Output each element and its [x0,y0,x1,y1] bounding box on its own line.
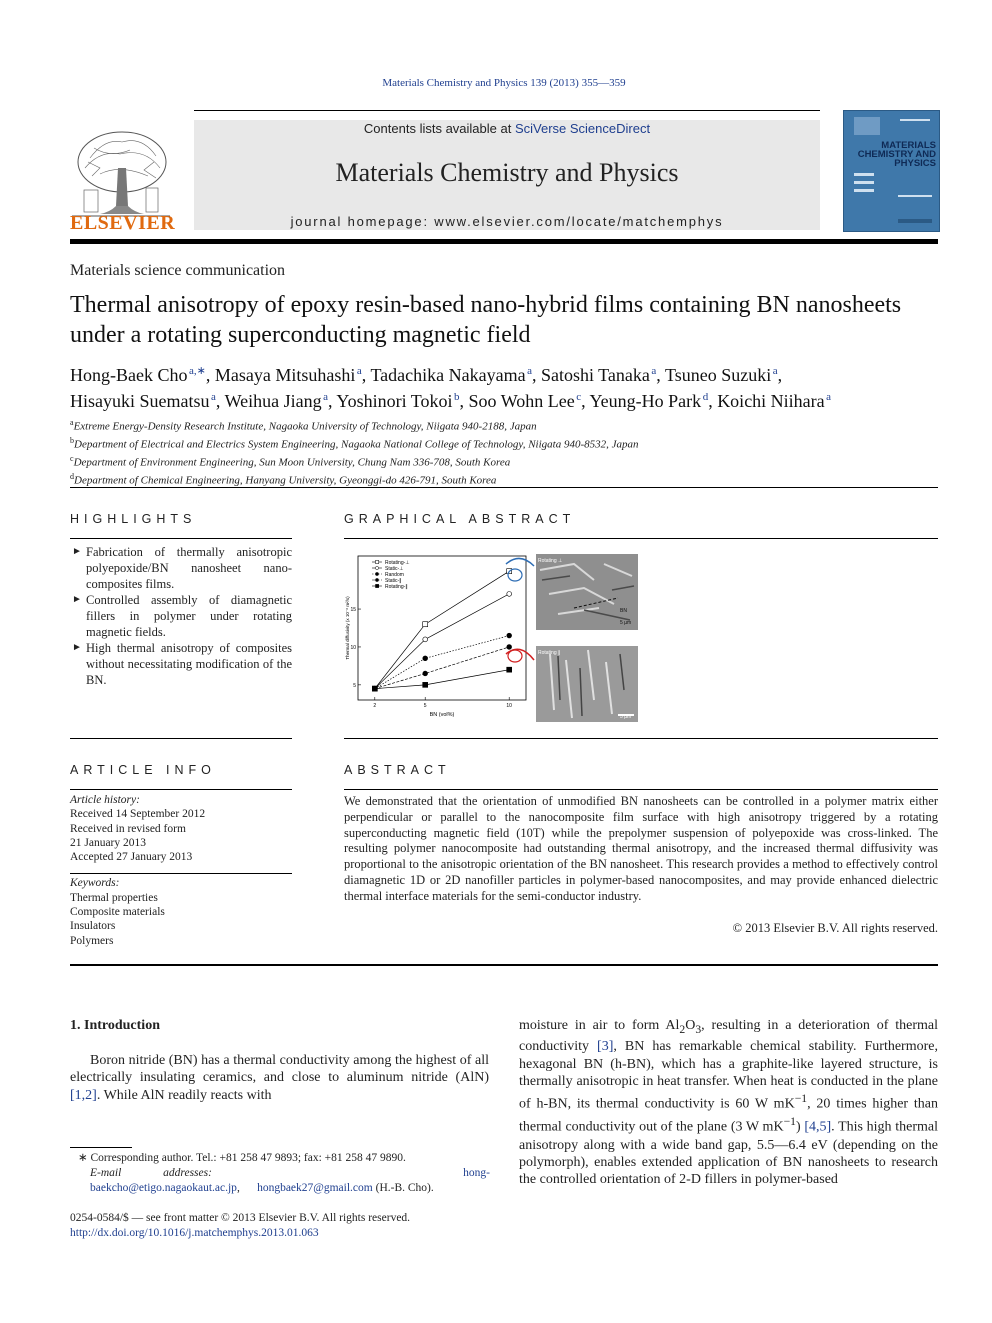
data-point [423,671,428,676]
divider [344,789,938,790]
highlight-circle-blue [508,569,522,581]
email-link[interactable]: hong-baekcho@etigo.nagaokaut.ac.jp [90,1167,491,1194]
legend-marker [376,560,379,563]
history-label: Article history: [70,794,140,806]
x-tick-label: 5 [423,703,427,709]
author[interactable]: Tsuneo Suzuki $^a$ [664,365,778,385]
keywords-label: Keywords: [70,877,120,890]
author[interactable]: Hisayuki Suematsu $^a$ [70,391,216,411]
keyword: Polymers [70,934,114,947]
y-axis-label: Thermal diffusivity (x 10⁻⁸ m²/s) [345,596,350,660]
data-point [423,656,428,661]
affiliation: $^a$Extreme Energy-Density Research Institute, Nagaoka University of Technology, Niigata 940-2188, Japan [70,418,537,433]
elsevier-wordmark: ELSEVIER [70,212,176,234]
highlight-circle-red [508,650,522,662]
series-line [375,670,509,689]
intro-paragraph: Boron nitride (BN) has a thermal conductivity among the highest of all electrically insulating ceramics, and close to aluminum nitride (AlN) [1,2]. While AlN readily reacts with [70,1053,489,1103]
bullet-triangle-icon: ► [72,642,82,653]
arrow-blue-icon [506,558,534,566]
header-thick-rule [70,239,938,244]
legend-label: Static-⊥ [385,565,404,572]
sem-label-top: Rotating ⊥ [538,558,563,564]
intro-paragraph-continued: moisture in air to form $Al_2O_3$, resulting in a deterioration of thermal conductivity [3], BN has remarkable chemical stability. Furthermore, hexagonal BN (h-BN), which has a graphite-like layered structure, is thermally anisotropic in heat transfer. When heat is conducted in the plane of h-BN, its thermal conductivity is 60 W $mK^{-1}$, 20 times higher than thermal conductivity out of the plane (3 W $mK^{-1}$) [4,5]. This high thermal anisotropy along with a wide band gap, 5.5—6.4 eV (depending on the polymorph), enables extended application of BN nanosheets to research the controlled orientation of 2-D fillers in polymer-based [519,1018,938,1188]
keyword: Thermal properties [70,891,158,904]
data-point [507,591,512,596]
journal-banner [194,120,820,230]
contents-line [194,121,820,136]
author[interactable]: Soo Wohn Lee $^c$ [468,391,582,411]
bn-label: BN [620,608,627,614]
history-entry: 21 January 2013 [70,836,147,849]
data-point [372,686,377,691]
graphical-abstract-figure[interactable] [344,550,640,726]
history-entry: Received 14 September 2012 [70,808,206,821]
bullet-triangle-icon: ► [72,546,82,557]
series-line [375,647,509,689]
divider [70,487,938,488]
history-entry: Received in revised form [70,822,186,835]
sem-label-bottom: Rotating ∥ [538,650,561,656]
highlight-item: ► Fabrication of thermally anisotropic polyepoxide/BN nanosheet nano-composites films. [72,545,292,591]
abstract-heading: ABSTRACT [344,763,451,777]
bullet-triangle-icon: ► [72,594,82,605]
article-title: Thermal anisotropy of epoxy resin-based nano-hybrid films containing BN nanosheets under a rotating superconducting magnetic field [70,292,902,348]
section-heading-introduction: 1. Introduction [70,1018,160,1033]
divider [70,789,292,790]
author[interactable]: Yoshinori Tokoi $^b$ [336,391,460,411]
abstract-text: We demonstrated that the orientation of unmodified BN nanosheets can be controlled in a polymer matrix either perpendicular or parallel to the nanocomposite film surface with high anisotropy triggered by a rotating superconducting magnetic field (10T) while the prepolymer suspension of polyepoxide was cross-linked. The resulting polymer nanocomposite had outstanding thermal anisotropy, and the increased thermal diffusivity was proportional to the anisotropic orientation of the BN nanosheet. This research provides a method to effectively control diamagnetic 1D or 2D nanofiller particles in polymer-based nanocomposites, and may provide enhanced dielectric thermal interface materials for the semi-conductor industry. [344,794,938,903]
data-point [423,682,428,687]
cover-art [844,111,939,231]
scale-label-top: 5 µm [620,620,632,626]
series-line [375,594,509,689]
author-list: Hong-Baek Cho $^{a,∗}$, Masaya Mitsuhashi $^a$, Tadachika Nakayama $^a$, Satoshi Tanaka $^a$, Tsuneo Suzuki $^a$, Hisayuki Suematsu $^a$, Weihua Jiang $^a$, Yoshinori Tokoi $^b$, Soo Wohn Lee $^c$, Yeung-Ho Park $^d$, Koichi Niihara $^a$ [70,365,832,411]
issn-block [70,1211,490,1241]
journal-cover-image[interactable] [843,110,940,232]
author[interactable]: Tadachika Nakayama $^a$ [370,365,532,385]
contents-prefix: Contents lists available at [363,121,515,136]
keyword: Insulators [70,920,116,933]
journal-homepage [194,214,820,229]
reference-link[interactable]: [1,2] [70,1087,97,1103]
homepage-prefix: journal homepage: [290,214,435,229]
divider [70,873,292,874]
author[interactable]: Weihua Jiang $^a$ [224,391,329,411]
reference-link[interactable]: [4,5] [804,1120,832,1136]
series-line [375,636,509,689]
data-point [507,645,512,650]
graphical-abstract-heading: GRAPHICAL ABSTRACT [344,512,576,526]
article-info-heading: ARTICLE INFO [70,763,216,777]
legend-marker [375,578,378,581]
y-tick-label: 5 [353,682,356,689]
legend-marker [376,584,379,587]
homepage-link[interactable]: www.elsevier.com/locate/matchemphys [434,214,724,229]
header-top-rule [194,110,820,111]
author[interactable]: Hong-Baek Cho $^{a,∗}$ [70,365,206,385]
divider [344,538,938,539]
divider [70,538,292,539]
legend-label: Rotating-∥ [385,583,408,590]
doi-link[interactable]: http://dx.doi.org/10.1016/j.matchemphys.2013.01.063 [70,1227,319,1239]
author[interactable]: Masaya Mitsuhashi $^a$ [214,365,362,385]
y-tick-label: 10 [350,644,356,651]
affiliation: $^c$Department of Environment Engineering, Sun Moon University, Chung Nam 336-708, South Korea [70,454,511,469]
author[interactable]: Yeung-Ho Park $^d$ [589,391,709,411]
data-point [507,633,512,638]
author[interactable]: Satoshi Tanaka $^a$ [541,365,657,385]
footnote-rule [70,1147,132,1148]
journal-citation[interactable]: Materials Chemistry and Physics 139 (2013) 355—359 [382,77,626,89]
data-point [507,667,512,672]
sciencedirect-link[interactable]: SciVerse ScienceDirect [514,121,651,136]
highlight-item: ► Controlled assembly of diamagnetic fillers in polymer under rotating magnetic fields. [72,593,292,639]
reference-link[interactable]: [3] [597,1039,614,1055]
corresponding-author-note: ∗ Corresponding author. Tel.: +81 258 47 9893; fax: +81 258 47 9890. [78,1152,406,1164]
highlight-item: ► High thermal anisotropy of composites without necessitating modification of the BN. [72,641,292,687]
legend-marker [375,566,378,569]
x-tick-label: 2 [373,703,377,709]
affiliation-list [70,416,940,489]
affiliation: $^b$Department of Electrical and Electrics System Engineering, Nagaoka National College of Technology, Niigata 940-8532, Japan [70,436,639,451]
legend-marker [375,572,378,575]
legend-label: Static-∥ [385,577,402,584]
email-note: E-mail addresses: hong-baekcho@etigo.nagaokaut.ac.jp, hongbaek27@gmail.com (H.-B. Cho). [90,1167,491,1194]
copyright: © 2013 Elsevier B.V. All rights reserved. [732,921,938,935]
affiliation: $^d$Department of Chemical Engineering, Hanyang University, Gyeonggi-do 426-791, South Korea [70,472,497,488]
email-link[interactable]: hongbaek27@gmail.com [257,1182,373,1194]
x-axis-label: BN (vol%) [429,712,455,718]
y-tick-label: 15 [350,607,356,614]
scale-label-bottom: 5 µm [620,714,632,720]
highlights-list [70,544,292,688]
article-type: Materials science communication [70,262,286,279]
thermal-diffusivity-chart [345,556,526,718]
divider [70,738,292,739]
divider [70,964,938,966]
history-entry: Accepted 27 January 2013 [70,851,193,864]
legend-label: Random [385,571,404,578]
footnotes [70,1151,490,1196]
legend-label: Rotating-⊥ [385,559,410,566]
divider [344,738,938,739]
author[interactable]: Koichi Niihara $^a$ [717,391,832,411]
data-point [423,637,428,642]
highlights-heading: HIGHLIGHTS [70,512,197,526]
x-tick-label: 10 [506,703,512,709]
issn-line: 0254-0584/$ — see front matter © 2013 Elsevier B.V. All rights reserved. [70,1212,411,1224]
arrow-red-icon [506,649,534,660]
data-point [423,622,428,627]
journal-name: Materials Chemistry and Physics [335,158,679,187]
keyword: Composite materials [70,906,165,919]
article-info [70,793,292,948]
cover-title: MATERIALS CHEMISTRY AND PHYSICS [857,140,936,169]
